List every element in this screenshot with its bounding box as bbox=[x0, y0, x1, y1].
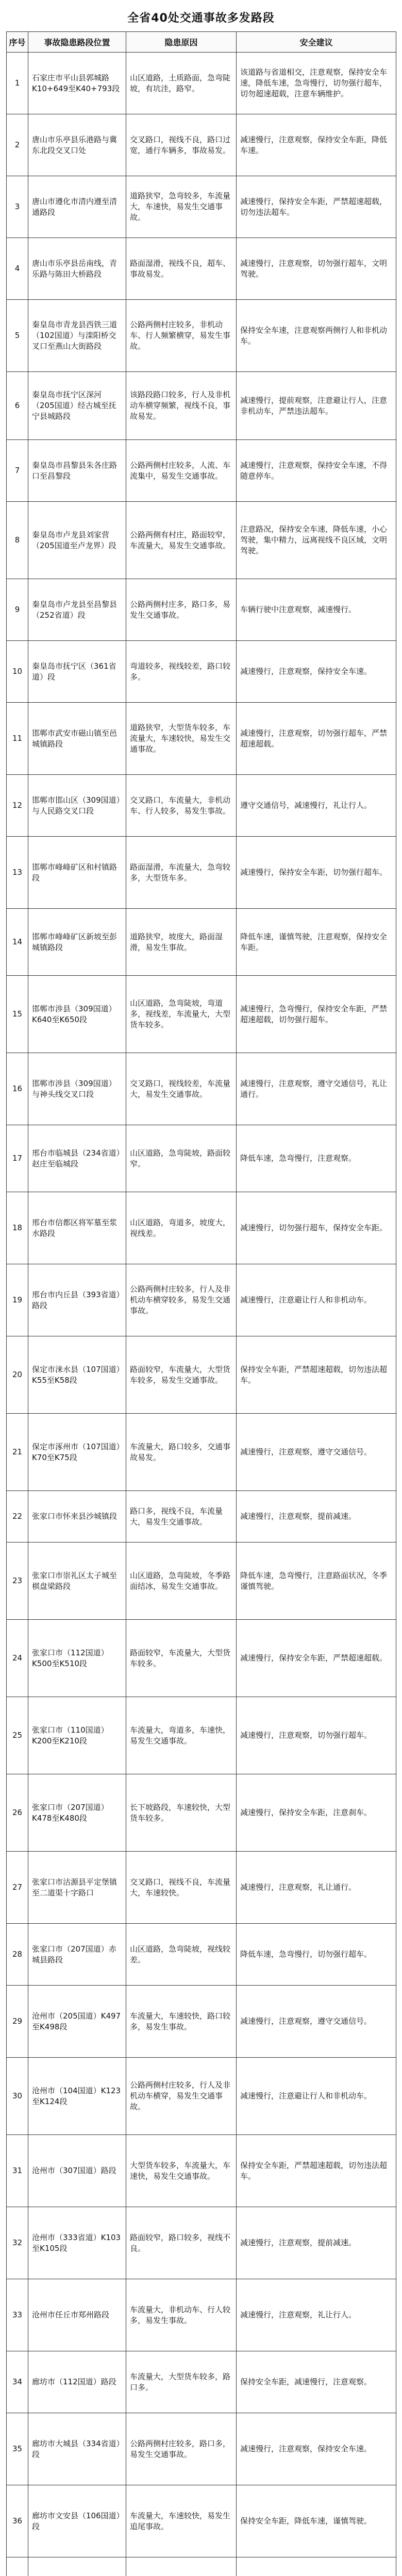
table-header-row bbox=[7, 32, 396, 53]
row-number: 28 bbox=[7, 1924, 28, 1986]
row-advice: 减速慢行，注意观察，遵守交通信号。 bbox=[237, 1414, 396, 1491]
row-cause bbox=[126, 2557, 237, 2576]
row-number: 2 bbox=[7, 114, 28, 176]
row-number: 22 bbox=[7, 1491, 28, 1543]
row-cause: 山区道路，弯道多，坡度大，视线差。 bbox=[126, 1192, 237, 1264]
row-advice: 减速慢行，保持安全车距，注意刹车。 bbox=[237, 1774, 396, 1852]
row-number: 4 bbox=[7, 238, 28, 300]
table-body bbox=[7, 53, 396, 2576]
row-advice: 减速慢行，注意观察，保持安全车距，降低车速。 bbox=[237, 114, 396, 176]
row-advice: 保持安全车速，注意观察两侧行人和非机动车。 bbox=[237, 300, 396, 372]
row-number: 5 bbox=[7, 300, 28, 372]
row-cause: 车流量大，大型货车较多，路口多。 bbox=[126, 2351, 237, 2413]
row-cause: 交叉路口，视线不良，车流量大，车速较快。 bbox=[126, 1852, 237, 1924]
header-advice: 安全建议 bbox=[237, 32, 396, 53]
header-location: 事故隐患路段位置 bbox=[28, 32, 126, 53]
row-number: 26 bbox=[7, 1774, 28, 1852]
row-cause: 该路段路口较多，行人及非机动车横穿频繁，视线不良，事故易发。 bbox=[126, 372, 237, 440]
row-location: 石家庄市平山县郭城路K10+649至K40+793段 bbox=[28, 53, 126, 114]
row-location bbox=[28, 2557, 126, 2576]
table-row bbox=[7, 1774, 396, 1852]
row-number: 10 bbox=[7, 641, 28, 703]
table-row bbox=[7, 238, 396, 300]
row-advice: 减速慢行，注意避让行人和非机动车。 bbox=[237, 1264, 396, 1336]
table-row bbox=[7, 837, 396, 909]
row-advice: 该道路与省道相交，注意观察，保持安全车速，降低车速，急弯慢行，切勿强行超车，切勿超速超载，注意车辆维护。 bbox=[237, 53, 396, 114]
row-cause: 路面较窄，车流量大，大型货车较多，易发生交通事故。 bbox=[126, 1336, 237, 1414]
table-row bbox=[7, 1620, 396, 1697]
row-number: 24 bbox=[7, 1620, 28, 1697]
row-cause: 车流量大，车速较快，路口较多，易发生事故。 bbox=[126, 1986, 237, 2058]
table-row bbox=[7, 703, 396, 775]
row-advice: 减速慢行，注意观察，遵守交通信号，礼让通行。 bbox=[237, 1053, 396, 1125]
table-row bbox=[7, 1986, 396, 2058]
row-cause: 道路狭窄，急弯较多，车流量大，车速快，易发生交通事故。 bbox=[126, 176, 237, 238]
row-number: 20 bbox=[7, 1336, 28, 1414]
row-advice: 降低车速，谨慎驾驶，注意观察，保持安全车距。 bbox=[237, 909, 396, 976]
table-row bbox=[7, 300, 396, 372]
row-cause: 公路两侧有村庄，路面较窄，车流量大，易发生交通事故。 bbox=[126, 502, 237, 579]
row-location: 邯郸市涉县（309国道）K640至K650段 bbox=[28, 976, 126, 1053]
row-advice: 保持安全车距，降低车速，谨慎驾驶。 bbox=[237, 2485, 396, 2557]
table-row bbox=[7, 2351, 396, 2413]
row-cause: 路面较窄，路口较多，视线不良。 bbox=[126, 2207, 237, 2279]
row-cause: 车流量大，车速较快，易发生追尾事故。 bbox=[126, 2485, 237, 2557]
row-advice: 车辆行驶中注意观察，减速慢行。 bbox=[237, 579, 396, 641]
row-number: 7 bbox=[7, 440, 28, 502]
row-number: 17 bbox=[7, 1125, 28, 1192]
row-advice: 减速慢行，保持安全车距，切勿强行超车。 bbox=[237, 837, 396, 909]
row-cause: 公路两侧村庄较多，人流、车流集中，易发生交通事故。 bbox=[126, 440, 237, 502]
table-row bbox=[7, 502, 396, 579]
row-advice: 减速慢行，切勿强行超车，保持安全车距。 bbox=[237, 1192, 396, 1264]
row-number: 33 bbox=[7, 2279, 28, 2351]
row-number: 1 bbox=[7, 53, 28, 114]
row-advice bbox=[237, 2557, 396, 2576]
row-location: 秦皇岛市抚宁区（361省道）段 bbox=[28, 641, 126, 703]
row-advice: 降低车速，急弯慢行，切勿强行超车。 bbox=[237, 1924, 396, 1986]
row-cause: 公路两侧村庄多，路口多，易发生交通事故。 bbox=[126, 579, 237, 641]
row-cause: 交叉路口，视线不良，路口过宽，通行车辆多，事故易发。 bbox=[126, 114, 237, 176]
row-location: 邢台市临城县（234省道）赵庄至临城段 bbox=[28, 1125, 126, 1192]
row-location: 廊坊市（112国道）路段 bbox=[28, 2351, 126, 2413]
row-number: 15 bbox=[7, 976, 28, 1053]
table-row bbox=[7, 2207, 396, 2279]
row-location: 秦皇岛市青龙县西铁三道（102国道）与滦阳桥交叉口至燕山大街路段 bbox=[28, 300, 126, 372]
row-cause: 路面较窄，车流量大，大型货车较多。 bbox=[126, 1620, 237, 1697]
row-number: 3 bbox=[7, 176, 28, 238]
row-number: 23 bbox=[7, 1543, 28, 1620]
row-location: 邯郸市邯山区（309国道）与人民路交叉口段 bbox=[28, 775, 126, 837]
row-cause: 道路狭窄，坡度大，路面湿滑，易发生事故。 bbox=[126, 909, 237, 976]
row-advice: 减速慢行，注意避让行人和非机动车。 bbox=[237, 2058, 396, 2135]
row-location: 沧州市任丘市郑州路段 bbox=[28, 2279, 126, 2351]
row-location: 张家口市沽源县平定堡镇至二道渠十字路口 bbox=[28, 1852, 126, 1924]
table-row bbox=[7, 440, 396, 502]
row-cause: 公路两侧村庄较多，非机动车、行人频繁横穿，易发生事故。 bbox=[126, 300, 237, 372]
row-cause: 弯道较多，视线较差，路口较多。 bbox=[126, 641, 237, 703]
row-location: 廊坊市文安县（106国道）段 bbox=[28, 2485, 126, 2557]
table-row bbox=[7, 114, 396, 176]
row-number: 14 bbox=[7, 909, 28, 976]
table-row bbox=[7, 1697, 396, 1774]
row-number: 29 bbox=[7, 1986, 28, 2058]
row-cause: 交叉路口，视线较差，车流量大，易发生交通事故。 bbox=[126, 1053, 237, 1125]
row-cause: 公路两侧村庄较多，行人及非机动车横穿较多，易发生交通事故。 bbox=[126, 1264, 237, 1336]
row-cause: 山区道路，急弯陡坡，视线较差。 bbox=[126, 1924, 237, 1986]
table-row bbox=[7, 372, 396, 440]
row-location: 秦皇岛市抚宁区深河（205国道）经古城至抚宁县城路段 bbox=[28, 372, 126, 440]
row-location: 秦皇岛市昌黎县朱各庄路口至昌黎段 bbox=[28, 440, 126, 502]
row-number: 32 bbox=[7, 2207, 28, 2279]
table-row bbox=[7, 1336, 396, 1414]
row-location: 张家口市（207国道）赤城县路段 bbox=[28, 1924, 126, 1986]
page-title: 全省40处交通事故多发路段 bbox=[127, 12, 275, 25]
row-location: 张家口市崇礼区太子城至棋盘梁路段 bbox=[28, 1543, 126, 1620]
row-number: 13 bbox=[7, 837, 28, 909]
row-number: 36 bbox=[7, 2485, 28, 2557]
table-row bbox=[7, 2058, 396, 2135]
table-row bbox=[7, 976, 396, 1053]
row-number: 11 bbox=[7, 703, 28, 775]
row-number: 18 bbox=[7, 1192, 28, 1264]
row-cause: 公路两侧村庄较多，行人及非机动车横穿，易发生交通事故。 bbox=[126, 2058, 237, 2135]
row-number: 8 bbox=[7, 502, 28, 579]
row-advice: 减速慢行，急弯慢行，保持安全车距，严禁超速超载，切勿强行超车。 bbox=[237, 976, 396, 1053]
row-cause: 大型货车较多，车流量大，车速快，易发生交通事故。 bbox=[126, 2135, 237, 2207]
row-advice: 减速慢行，保持安全车距，严禁超速超载。 bbox=[237, 1620, 396, 1697]
row-location: 秦皇岛市卢龙县刘家营（205国道至卢龙界）段 bbox=[28, 502, 126, 579]
row-number: 30 bbox=[7, 2058, 28, 2135]
row-cause: 路面湿滑，视线不良，超车、事故易发。 bbox=[126, 238, 237, 300]
row-location: 邯郸市武安市磁山镇至邑城镇路段 bbox=[28, 703, 126, 775]
table-row bbox=[7, 1264, 396, 1336]
row-advice: 注意路况，保持安全车速，降低车速，小心驾驶，集中精力，远离视线不良区域，文明驾驶。 bbox=[237, 502, 396, 579]
row-advice: 减速慢行，注意观察，切勿强行超车。 bbox=[237, 1697, 396, 1774]
row-number: 21 bbox=[7, 1414, 28, 1491]
row-advice: 减速慢行，注意观察，切勿强行超车，严禁超速超载。 bbox=[237, 703, 396, 775]
table-row bbox=[7, 1192, 396, 1264]
table-row bbox=[7, 2279, 396, 2351]
table-row bbox=[7, 2557, 396, 2576]
table-row bbox=[7, 1125, 396, 1192]
row-cause: 山区道路，土质路面，急弯陡坡，有坑洼，路窄。 bbox=[126, 53, 237, 114]
table-row bbox=[7, 176, 396, 238]
row-cause: 车流量大，弯道多，车速快，易发生交通事故。 bbox=[126, 1697, 237, 1774]
row-advice: 减速慢行，注意观察，保持安全车速。 bbox=[237, 641, 396, 703]
row-advice: 减速慢行，注意观察，保持安全车速，不得随意停车。 bbox=[237, 440, 396, 502]
row-location: 唐山市遵化市清内遵至清通路段 bbox=[28, 176, 126, 238]
row-cause: 山区道路，急弯陡坡，冬季路面结冰，易发生交通事故。 bbox=[126, 1543, 237, 1620]
row-advice: 减速慢行，保持安全车距，严禁超速超载，切勿违法超车。 bbox=[237, 176, 396, 238]
row-number: 12 bbox=[7, 775, 28, 837]
row-advice: 减速慢行，提前观察，注意避让行人，注意非机动车，严禁违法超车。 bbox=[237, 372, 396, 440]
row-number: 25 bbox=[7, 1697, 28, 1774]
row-advice: 减速慢行，注意观察，保持安全车速。 bbox=[237, 2413, 396, 2485]
row-number: 6 bbox=[7, 372, 28, 440]
row-location: 邢台市内丘县（393省道）路段 bbox=[28, 1264, 126, 1336]
table-row bbox=[7, 53, 396, 114]
row-location: 唐山市乐亭县岳南线，青乐路与陈田大桥路段 bbox=[28, 238, 126, 300]
row-cause: 交叉路口，车流量大，非机动车、行人较多，易发生事故。 bbox=[126, 775, 237, 837]
row-advice: 减速慢行，注意观察，礼让行人。 bbox=[237, 2279, 396, 2351]
table-row bbox=[7, 2413, 396, 2485]
row-advice: 降低车速，急弯慢行，注意观察。 bbox=[237, 1125, 396, 1192]
row-location: 秦皇岛市卢龙县至昌黎县（252省道）段 bbox=[28, 579, 126, 641]
row-location: 保定市涿州市（107国道）K70至K75段 bbox=[28, 1414, 126, 1491]
row-location: 沧州市（333省道）K103至K105段 bbox=[28, 2207, 126, 2279]
row-advice: 保持安全车距，减速慢行，注意观察。 bbox=[237, 2351, 396, 2413]
row-advice: 减速慢行，注意观察，提前减速。 bbox=[237, 2207, 396, 2279]
table-row bbox=[7, 1543, 396, 1620]
row-location: 邯郸市峰峰矿区新坡至彭城镇路段 bbox=[28, 909, 126, 976]
row-cause: 路口多，视线不良，车流量大，易发生交通事故。 bbox=[126, 1491, 237, 1543]
header-no: 序号 bbox=[7, 32, 28, 53]
row-location: 张家口市（207国道）K478至K480段 bbox=[28, 1774, 126, 1852]
row-location: 沧州市（104国道）K123至K124段 bbox=[28, 2058, 126, 2135]
row-advice: 减速慢行，注意观察，遵守交通信号。 bbox=[237, 1986, 396, 2058]
row-location: 保定市涞水县（107国道）K55至K58段 bbox=[28, 1336, 126, 1414]
row-cause: 道路狭窄，大型货车较多，车流量大，车速较快，易发生交通事故。 bbox=[126, 703, 237, 775]
row-location: 邯郸市涉县（309国道）与神头线交叉口段 bbox=[28, 1053, 126, 1125]
row-number: 31 bbox=[7, 2135, 28, 2207]
row-number: 19 bbox=[7, 1264, 28, 1336]
row-number bbox=[7, 2557, 28, 2576]
row-location: 张家口市怀来县沙城镇段 bbox=[28, 1491, 126, 1543]
row-number: 27 bbox=[7, 1852, 28, 1924]
table-row bbox=[7, 2485, 396, 2557]
row-advice: 保持安全车距，严禁超速超载，切勿违法超车。 bbox=[237, 1336, 396, 1414]
row-location: 廊坊市大城县（334省道）段 bbox=[28, 2413, 126, 2485]
table-row bbox=[7, 1414, 396, 1491]
row-advice: 减速慢行，注意观察，礼让通行。 bbox=[237, 1852, 396, 1924]
row-advice: 减速慢行，注意观察，提前减速。 bbox=[237, 1491, 396, 1543]
row-advice: 降低车速，急弯慢行，注意路面状况，冬季谨慎驾驶。 bbox=[237, 1543, 396, 1620]
row-cause: 公路两侧村庄较多，路口多，易发生交通事故。 bbox=[126, 2413, 237, 2485]
row-cause: 车流量大，路口较多，交通事故易发。 bbox=[126, 1414, 237, 1491]
row-advice: 减速慢行，注意观察，切勿强行超车，文明驾驶。 bbox=[237, 238, 396, 300]
row-cause: 路面湿滑，车流量大，急弯较多，大型货车多。 bbox=[126, 837, 237, 909]
row-location: 唐山市乐亭县乐港路与冀东北段交叉口处 bbox=[28, 114, 126, 176]
table-row bbox=[7, 1924, 396, 1986]
row-location: 邢台市信都区将军墓至浆水路段 bbox=[28, 1192, 126, 1264]
row-number: 16 bbox=[7, 1053, 28, 1125]
row-number: 35 bbox=[7, 2413, 28, 2485]
table-row bbox=[7, 909, 396, 976]
row-location: 邯郸市峰峰矿区和村镇路段 bbox=[28, 837, 126, 909]
row-cause: 长下坡路段，车速较快，大型货车较多。 bbox=[126, 1774, 237, 1852]
table-row bbox=[7, 1053, 396, 1125]
table-row bbox=[7, 775, 396, 837]
table-row bbox=[7, 641, 396, 703]
row-cause: 山区道路，急弯陡坡，路面较窄。 bbox=[126, 1125, 237, 1192]
table-row bbox=[7, 579, 396, 641]
row-cause: 山区道路，急弯陡坡，弯道多，视线差，车流量大，大型货车较多。 bbox=[126, 976, 237, 1053]
table-row bbox=[7, 2135, 396, 2207]
table-row bbox=[7, 1491, 396, 1543]
accident-table bbox=[6, 31, 396, 2576]
row-number: 34 bbox=[7, 2351, 28, 2413]
header-cause: 隐患原因 bbox=[126, 32, 237, 53]
row-location: 张家口市（112国道）K500至K510段 bbox=[28, 1620, 126, 1697]
table-row bbox=[7, 1852, 396, 1924]
row-number: 9 bbox=[7, 579, 28, 641]
row-advice: 保持安全车距，严禁超速超载，切勿违法超车。 bbox=[237, 2135, 396, 2207]
row-cause: 车流量大，非机动车、行人较多，易发生事故。 bbox=[126, 2279, 237, 2351]
row-advice: 遵守交通信号，减速慢行，礼让行人。 bbox=[237, 775, 396, 837]
row-location: 沧州市（307国道）路段 bbox=[28, 2135, 126, 2207]
row-location: 沧州市（205国道）K497至K498段 bbox=[28, 1986, 126, 2058]
row-location: 张家口市（110国道）K200至K210段 bbox=[28, 1697, 126, 1774]
